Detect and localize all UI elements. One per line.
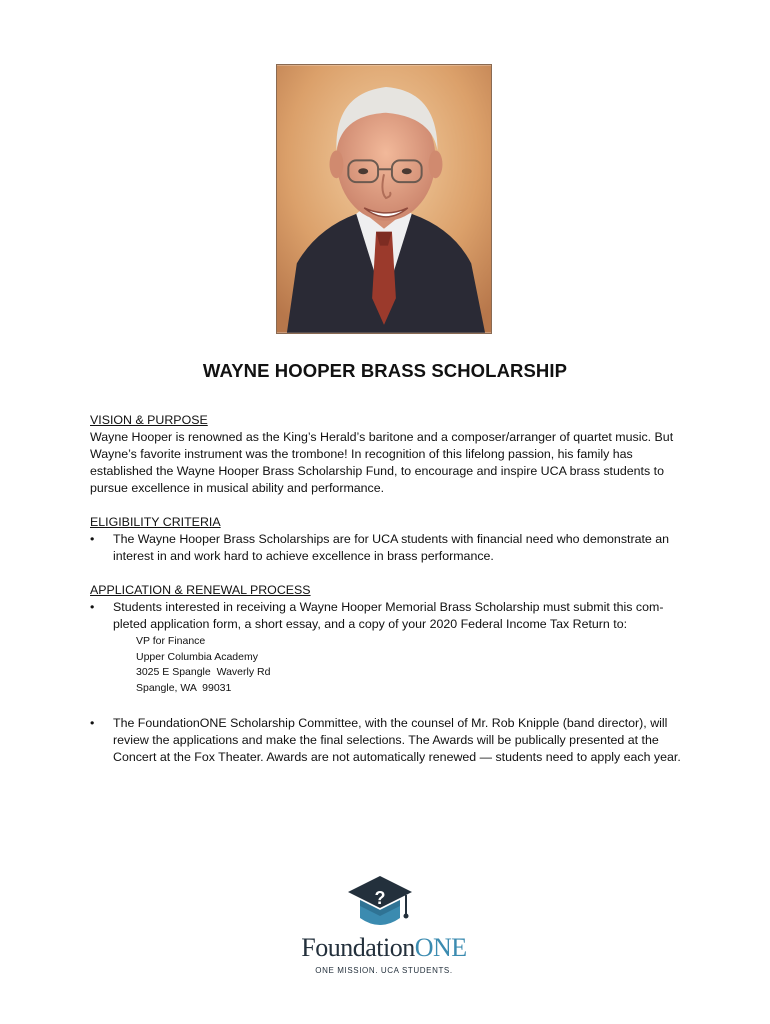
application-section <box>90 582 690 766</box>
graduation-cap-icon <box>346 874 414 934</box>
eligibility-heading: ELIGIBILITY CRITERIA <box>90 515 221 529</box>
vision-section <box>90 412 690 497</box>
page-title: WAYNE HOOPER BRASS SCHOLARSHIP <box>202 360 568 381</box>
eligibility-section <box>90 514 690 565</box>
mailing-address <box>90 634 690 696</box>
address-line: VP for Finance <box>136 635 206 647</box>
foundationone-logo <box>288 872 480 978</box>
vision-text: Wayne Hooper is renowned as the King’s Herald’s baritone and a composer/arranger of quartet music. But Wayne’s favorite instrument was the trombone! In recognition of this lifelong passion, his family has established the Wayne Hooper Brass Scholarship Fund, to encourage and inspire UCA brass students to pursue excellence in musical ability and performance. <box>90 430 674 495</box>
logo-tagline: ONE MISSION. UCA STUDENTS. <box>315 966 453 975</box>
application-item-submit: • Students interested in receiving a Wayne Hooper Memorial Brass Scholarship must submit this com-pleted application form, a short essay, and a copy of your 2020 Federal Income Tax Return to: <box>90 599 690 633</box>
document-body <box>90 412 690 783</box>
logo-name <box>288 934 480 962</box>
address-line: Upper Columbia Academy <box>136 650 258 663</box>
vision-heading: VISION & PURPOSE <box>90 413 208 427</box>
address-line: Spangle, WA 99031 <box>136 681 232 694</box>
logo-name-one: ONE <box>414 933 467 962</box>
address-line: 3025 E Spangle Waverly Rd <box>136 666 271 678</box>
application-heading: APPLICATION & RENEWAL PROCESS <box>90 583 311 597</box>
logo-name-foundation: Foundation <box>301 933 415 962</box>
logo-question-mark: ? <box>374 888 386 908</box>
application-item-committee: • The FoundationONE Scholarship Committee, with the counsel of Mr. Rob Knipple (band director), will review the applications and make the final selections. The Awards will be publically presented at the Concert at the Fox Theater. Awards are not automatically renewed — students need to apply each year. <box>90 715 690 766</box>
portrait-photo <box>276 64 492 334</box>
eligibility-item: • The Wayne Hooper Brass Scholarships are for UCA students with financial need who demonstrate an interest in and work hard to achieve excellence in brass performance. <box>90 531 690 565</box>
